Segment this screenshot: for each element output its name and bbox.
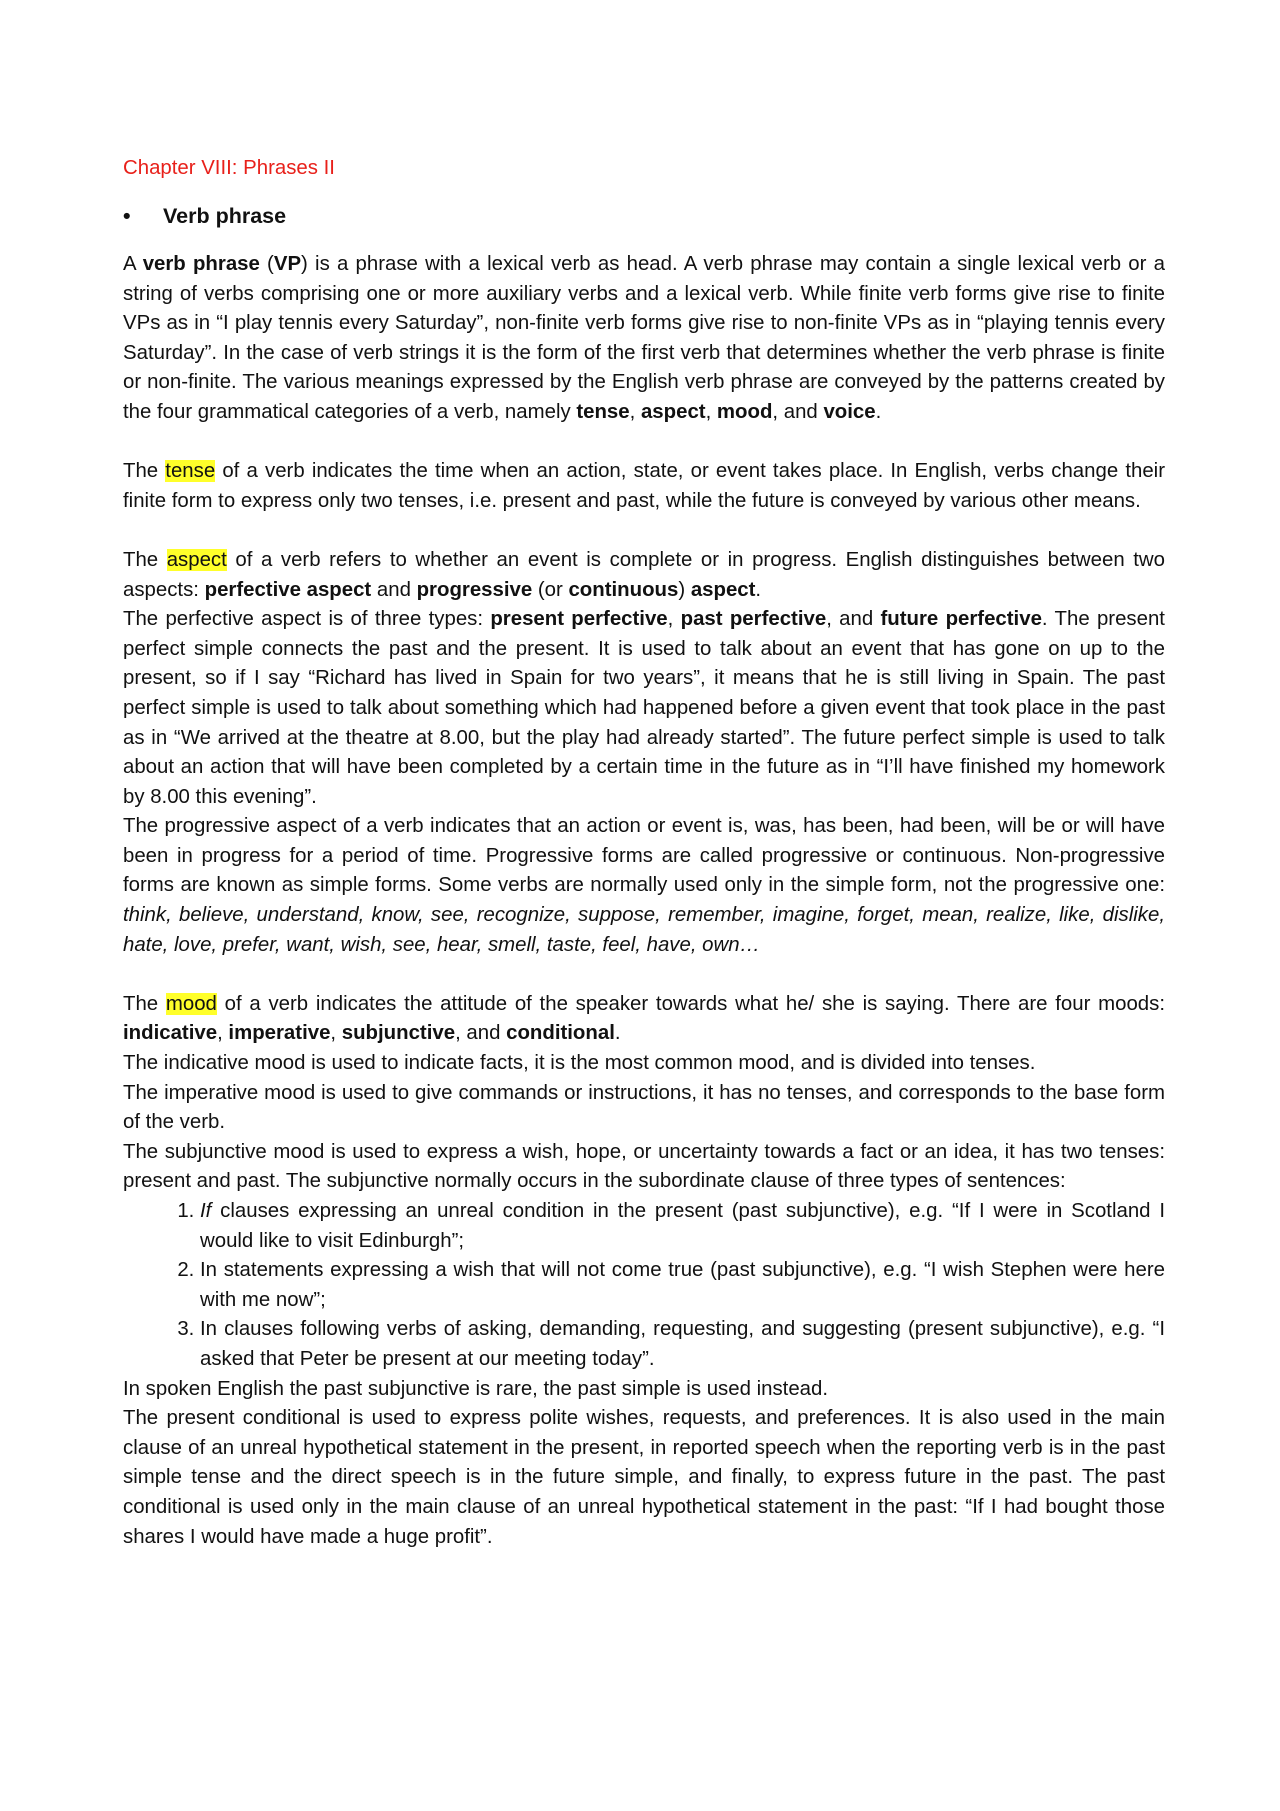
paragraph-indicative: The indicative mood is used to indicate facts, it is the most common mood, and is divided into tenses.: [123, 1052, 1036, 1075]
chapter-title: Chapter VIII: Phrases II: [123, 157, 335, 179]
highlight-aspect: aspect: [166, 548, 227, 571]
paragraph-spoken-english: In spoken English the past subjunctive is rare, the past simple is used instead.: [123, 1377, 829, 1400]
paragraph-imperative: The imperative mood is used to give commands or instructions, it has no tenses, and corresponds to the base form of the verb.: [123, 1081, 1165, 1134]
paragraph-tense: The tense of a verb indicates the time when an action, state, or event takes place. In English, verbs change their finite form to express only two tenses, i.e. present and past, while the future is conveyed by various other means.: [123, 460, 1165, 512]
paragraph-mood: The mood of a verb indicates the attitude of the speaker towards what he/ she is saying. There are four moods: indicative, imperative, subjunctive, and conditional.: [123, 992, 1165, 1045]
section-heading: [123, 200, 286, 232]
paragraph-aspect: The aspect of a verb refers to whether an event is complete or in progress. English distinguishes between two aspects: perfective aspect and progressive (or continuous) aspect.: [123, 548, 1165, 601]
paragraph-perfective: The perfective aspect is of three types: present perfective, past perfective, and future perfective. The present perfect simple connects the past and the present. It is used to talk about an event that has gone on up to the present, so if I say “Richard has lived in Spain for two years”, it means that he is still living in Spain. The past perfect simple is used to talk about something which had happened before a given event that took place in the past as in “We arrived at the theatre at 8.00, but the play had already started”. The future perfect simple is used to talk about an action that will have been completed by a certain time in the future as in “I’ll have finished my homework by 8.00 this evening”.: [123, 608, 1165, 808]
subjunctive-list: [123, 1197, 1165, 1375]
paragraph-verb-phrase: A verb phrase (VP) is a phrase with a lexical verb as head. A verb phrase may contain a single lexical verb or a string of verbs comprising one or more auxiliary verbs and a lexical verb. While finite verb forms give rise to finite VPs as in “I play tennis every Saturday”, non-finite verb forms give rise to non-finite VPs as in “playing tennis every Saturday”. In the case of verb strings it is the form of the first verb that determines whether the verb phrase is finite or non-finite. The various meanings expressed by the English verb phrase are conveyed by the patterns created by the four grammatical categories of a verb, namely tense, aspect, mood, and voice.: [123, 253, 1165, 423]
list-item: 1. If clauses expressing an unreal condition in the present (past subjunctive), e.g. “If I were in Scotland I would like to visit Edinburgh”;: [200, 1197, 1165, 1256]
paragraph-progressive: The progressive aspect of a verb indicates that an action or event is, was, has been, had been, will be or will have been in progress for a period of time. Progressive forms are called progressive or continuous. Non-progressive forms are known as simple forms. Some verbs are normally used only in the simple form, not the progressive one: think, believe, understand, know, see, recognize, suppose, remember, imagine, forget, mean, realize, like, dislike, hate, love, prefer, want, wish, see, hear, smell, taste, feel, have, own…: [123, 815, 1165, 956]
section-heading-text: Verb phrase: [163, 204, 287, 228]
bullet-icon: •: [123, 204, 131, 228]
list-item: 2. In statements expressing a wish that will not come true (past subjunctive), e.g. “I wish Stephen were here with me now”;: [200, 1256, 1165, 1315]
list-item: 3. In clauses following verbs of asking, demanding, requesting, and suggesting (present subjunctive), e.g. “I asked that Peter be present at our meeting today”.: [200, 1315, 1165, 1374]
paragraph-conditional: The present conditional is used to express polite wishes, requests, and preferences. It is also used in the main clause of an unreal hypothetical statement in the present, in reported speech when the reporting verb is in the past simple tense and the direct speech is in the future simple, and finally, to express future in the past. The past conditional is used only in the main clause of an unreal hypothetical statement in the past: “If I had bought those shares I would have made a huge profit”.: [123, 1407, 1165, 1548]
highlight-tense: tense: [165, 460, 216, 483]
highlight-mood: mood: [165, 992, 217, 1015]
paragraph-subjunctive: The subjunctive mood is used to express a wish, hope, or uncertainty towards a fact or an idea, it has two tenses: present and past. The subjunctive normally occurs in the subordinate clause of three types of sentences:: [123, 1140, 1165, 1193]
document-body: [123, 250, 1165, 1552]
